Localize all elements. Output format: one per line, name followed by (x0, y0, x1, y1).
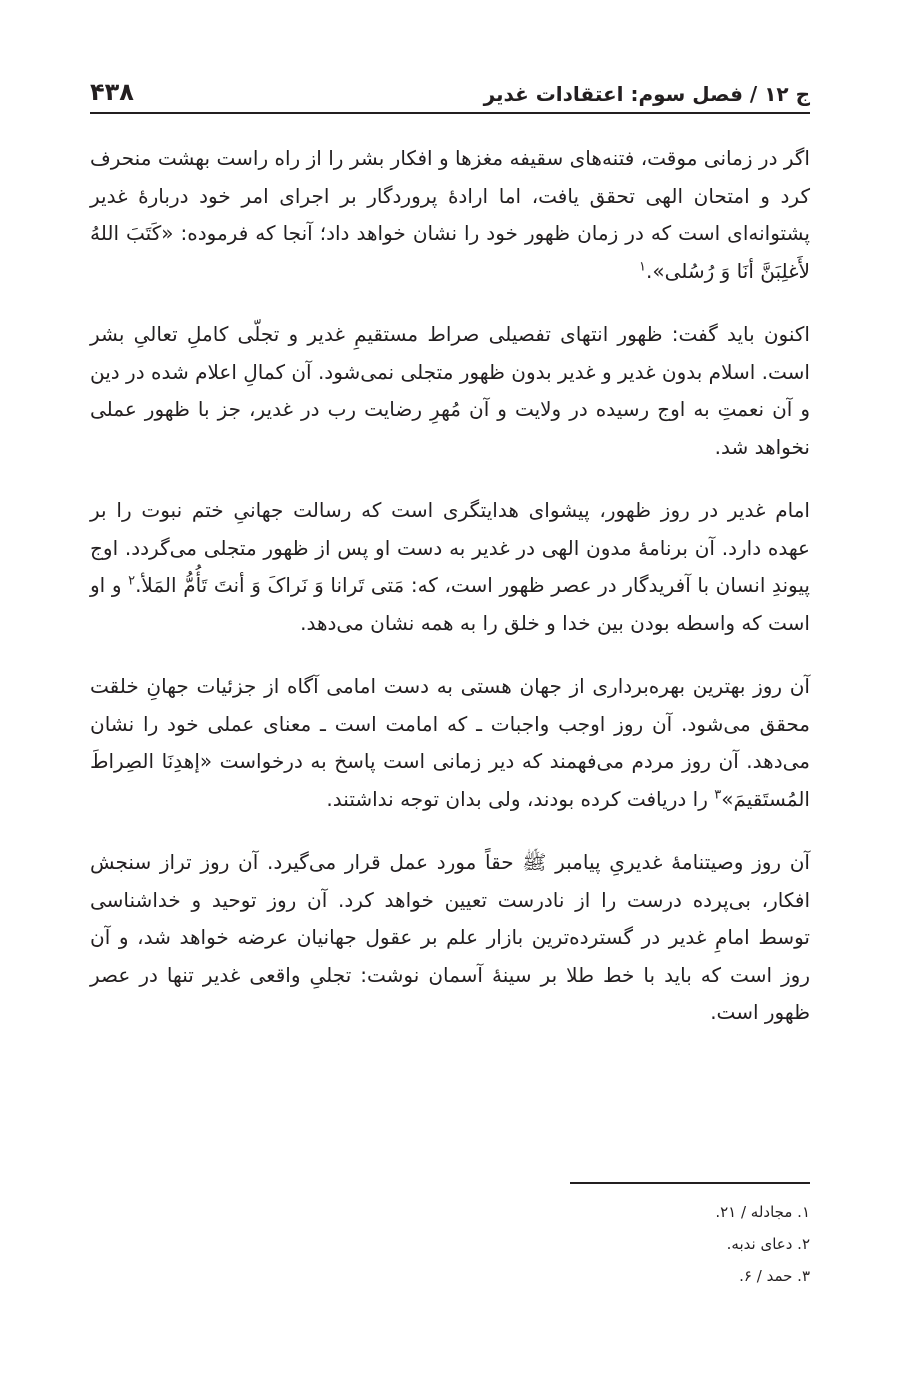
paragraph-text: آن روز وصیتنامهٔ غدیریِ پیامبر ﷺ حقاً مورد عمل قرار می‌گیرد. آن روز تراز سنجش افکار، بی‌پرده درست را از نادرست تعیین خواهد کرد. آن روز توحید و خداشناسی توسط امامِ غدیر در گسترده‌ترین بازار علم بر عقول جهانیان عرضه خواهد شد، و آن روز است که باید با خط طلا بر سینهٔ آسمان نوشت: تجلیِ واقعی غدیر تنها در عصر ظهور است. (90, 850, 810, 1024)
footnote-divider (570, 1182, 810, 1184)
footnote-ref-1: ۱ (639, 258, 646, 274)
paragraph-5 (90, 844, 810, 1032)
paragraph-text: اکنون باید گفت: ظهور انتهای تفصیلی صراط مستقیمِ غدیر و تجلّی کاملِ تعالیِ بشر است. اسلام بدون غدیر و غدیر بدون ظهور متجلی نمی‌شود. آن کمالِ اعلام شده در دین و آن نعمتِ به اوج رسیده در ولایت و آن مُهرِ رضایت رب در غدیر، جز با ظهور عملی نخواهد شد. (90, 322, 810, 459)
footnote-3: ۳. حمد / ۶. (739, 1267, 810, 1285)
paragraph-1 (90, 140, 810, 290)
page-number: ۴۳۸ (90, 78, 134, 106)
paragraph-3 (90, 492, 810, 642)
running-header (90, 70, 810, 114)
footnote-2: ۲. دعای ندبه. (726, 1235, 810, 1253)
running-title: ج ۱۲ / فصل سوم: اعتقادات غدیر (483, 82, 810, 106)
paragraph-4 (90, 668, 810, 818)
footnotes-section (90, 1182, 810, 1292)
paragraph-text-tail: و او است که واسطه بودن بین خدا و خلق را به همه نشان می‌دهد. (90, 573, 810, 635)
paragraph-2 (90, 316, 810, 466)
footnote-1: ۱. مجادله / ۲۱. (715, 1203, 810, 1221)
paragraph-text: آن روز بهترین بهره‌برداری از جهان هستی به دست امامی آگاه از جزئیات جهانِ خلقت محقق می‌شود. آن روز اوجب واجبات ـ که امامت است ـ معنای عملی خود را نشان می‌دهد. آن روز مردم می‌فهمند که دیر زمانی است پاسخ به درخواست «إهدِنَا الصِراطَ المُستَقیمَ» (90, 674, 810, 811)
body-text (90, 140, 810, 1058)
footnote-ref-2: ۲ (128, 573, 136, 589)
paragraph-text: اگر در زمانی موقت، فتنه‌های سقیفه مغزها و افکار بشر را از راه راست بهشت منحرف کرد و امتحان الهی تحقق یافت، اما ارادهٔ پروردگار بر اجرای امر خود دربارهٔ غدیر پشتوانه‌ای است که در زمان ظهور خود را نشان خواهد داد؛ آنجا که فرموده: «کَتَبَ اللهُ لأَغلِبَنَّ أنَا وَ رُسُلی». (90, 146, 810, 283)
paragraph-text: امام غدیر در روز ظهور، پیشوای هدایتگری است که رسالت جهانیِ ختم نبوت را بر عهده دارد. آن برنامهٔ مدون الهی در غدیر به دست او پس از ظهور متجلی می‌گردد. اوج پیوندِ انسان با آفریدگار در عصر ظهور است، که: مَتی تَرانا وَ نَراکَ وَ أنتَ تَأُمُّ المَلأ. (90, 498, 810, 597)
paragraph-text-tail: را دریافت کرده بودند، ولی بدان توجه نداشتند. (326, 786, 715, 811)
footnote-ref-3: ۳ (714, 786, 722, 802)
